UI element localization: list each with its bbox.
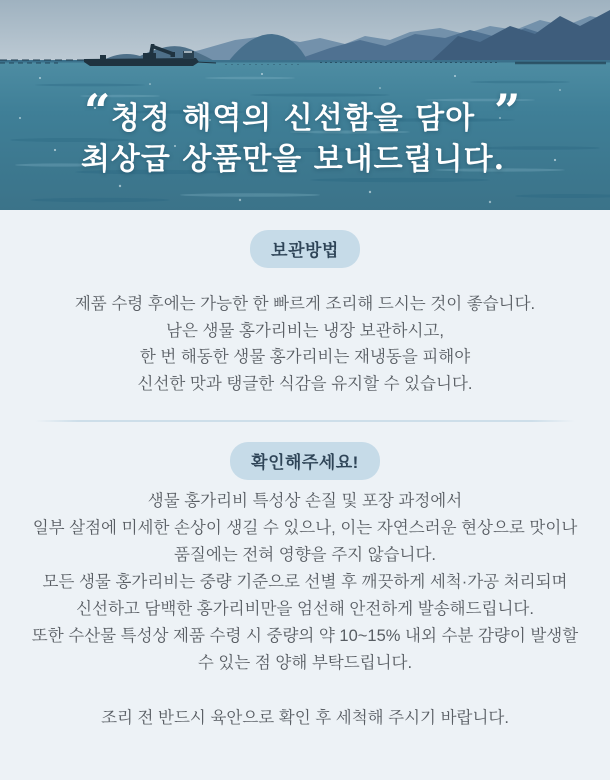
notice-text-line: 모든 생물 홍가리비는 중량 기준으로 선별 후 깨끗하게 세척·가공 처리되며 xyxy=(42,573,568,591)
notice-section xyxy=(0,442,610,732)
storage-badge: 보관방법 xyxy=(250,230,360,268)
hero-headline-line1: 청정 해역의 신선함을 담아 xyxy=(110,101,476,136)
storage-text-line: 남은 생물 홍가리비는 냉장 보관하시고, xyxy=(166,321,444,340)
hero-section xyxy=(0,0,610,210)
storage-text-line: 신선한 맛과 탱글한 식감을 유지할 수 있습니다. xyxy=(137,374,473,393)
notice-text-line: 또한 수산물 특성상 제품 수령 시 중량의 약 10~15% 내외 수분 감량이 발생할 xyxy=(31,627,579,645)
storage-text-line: 제품 수령 후에는 가능한 한 빠르게 조리해 드시는 것이 좋습니다. xyxy=(74,295,536,313)
storage-text-line: 한 번 해동한 생물 홍가리비는 재냉동을 피해야 xyxy=(139,348,471,366)
close-quote-mark: ” xyxy=(494,84,521,138)
notice-text-line: 신선하고 담백한 홍가리비만을 엄선해 안전하게 발송해드립니다. xyxy=(76,600,534,618)
notice-text-line: 생물 홍가리비 특성상 손질 및 포장 과정에서 xyxy=(147,492,463,510)
storage-section xyxy=(0,230,610,397)
notice-text-line: 품질에는 전혀 영향을 주지 않습니다. xyxy=(173,546,436,564)
notice-text xyxy=(0,488,610,677)
notice-badge: 확인해주세요! xyxy=(230,442,380,480)
section-divider xyxy=(35,420,575,422)
notice-text-line: 일부 살점에 미세한 손상이 생길 수 있으나, 이는 자연스러운 현상으로 맛이나 xyxy=(32,519,578,537)
wash-before-cooking-note: 조리 전 반드시 육안으로 확인 후 세척해 주시기 바랍니다. xyxy=(101,709,509,727)
hero-headline-line2: 최상급 상품만을 보내드립니다. xyxy=(80,142,506,177)
sea-photo xyxy=(0,0,610,210)
notice-text-line: 수 있는 점 양해 부탁드립니다. xyxy=(197,654,413,672)
storage-text xyxy=(0,291,610,397)
open-quote-mark: “ xyxy=(84,84,111,138)
